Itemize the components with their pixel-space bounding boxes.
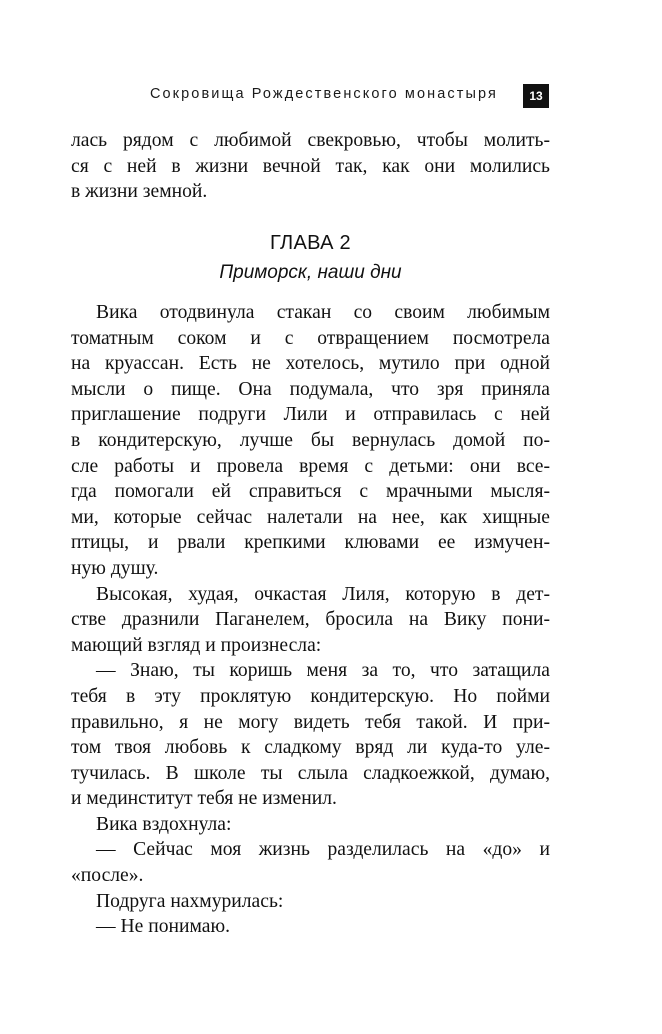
page-number-badge: 13 <box>523 84 549 108</box>
continued-paragraph <box>71 128 550 205</box>
text-line: в жизни земной. <box>71 181 208 203</box>
text-line: ся с ней в жизни вечной так, как они молились <box>71 155 550 177</box>
text-line: ми, которые сейчас налетали на нее, как хищные <box>71 506 550 528</box>
text-line: и мединститут тебя не изменил. <box>71 788 337 810</box>
paragraph <box>71 300 550 582</box>
text-line: сле работы и провела время с детьми: они все- <box>71 455 550 477</box>
chapter-body <box>71 300 550 940</box>
text-line: том твоя любовь к сладкому вряд ли куда-то уле- <box>71 737 550 759</box>
paragraph <box>71 914 550 940</box>
running-title: Сокровища Рождественского монастыря <box>149 86 498 102</box>
text-line: — Сейчас моя жизнь разделилась на «до» и <box>96 839 550 861</box>
running-header <box>0 84 662 108</box>
text-line: в кондитерскую, лучше бы вернулась домой по- <box>71 429 550 451</box>
text-line: лась рядом с любимой свекровью, чтобы молить- <box>71 130 550 151</box>
text-line: Вика вздохнула: <box>96 813 232 835</box>
text-line: мысли о пище. Она подумала, что зря приняла <box>71 378 550 400</box>
text-line: Вика отодвинула стакан со своим любимым <box>96 302 550 323</box>
chapter-title: ГЛАВА 2 <box>270 232 351 254</box>
paragraph <box>71 812 550 838</box>
text-line: приглашение подруги Лили и отправилась с ней <box>71 404 550 426</box>
text-line: — Не понимаю. <box>96 916 230 938</box>
text-line: стве дразнили Паганелем, бросила на Вику пони- <box>71 609 550 631</box>
text-line: ную душу. <box>71 557 159 579</box>
text-line: тебя в эту проклятую кондитерскую. Но пойми <box>71 685 550 707</box>
text-line: Высокая, худая, очкастая Лиля, которую в дет- <box>96 583 550 605</box>
paragraph <box>71 837 550 888</box>
text-line: птицы, и рвали крепкими клювами ее измучен- <box>71 532 550 554</box>
text-line: гда помогали ей справиться с мрачными мысля- <box>71 481 550 503</box>
paragraph <box>71 582 550 659</box>
text-line: — Знаю, ты коришь меня за то, что затащила <box>96 660 550 682</box>
text-line: Подруга нахмурилась: <box>96 890 284 912</box>
text-line: правильно, я не могу видеть тебя такой. И при- <box>71 711 550 733</box>
paragraph <box>71 658 550 812</box>
paragraph <box>71 889 550 915</box>
text-line: на круассан. Есть не хотелось, мутило при одной <box>71 353 550 375</box>
text-line: томатным соком и с отвращением посмотрела <box>71 327 550 349</box>
text-line: тучилась. В школе ты слыла сладкоежкой, думаю, <box>71 762 550 784</box>
text-line: «после». <box>71 865 144 887</box>
chapter-subtitle: Приморск, наши дни <box>219 262 402 283</box>
text-line: мающий взгляд и произнесла: <box>71 634 322 656</box>
